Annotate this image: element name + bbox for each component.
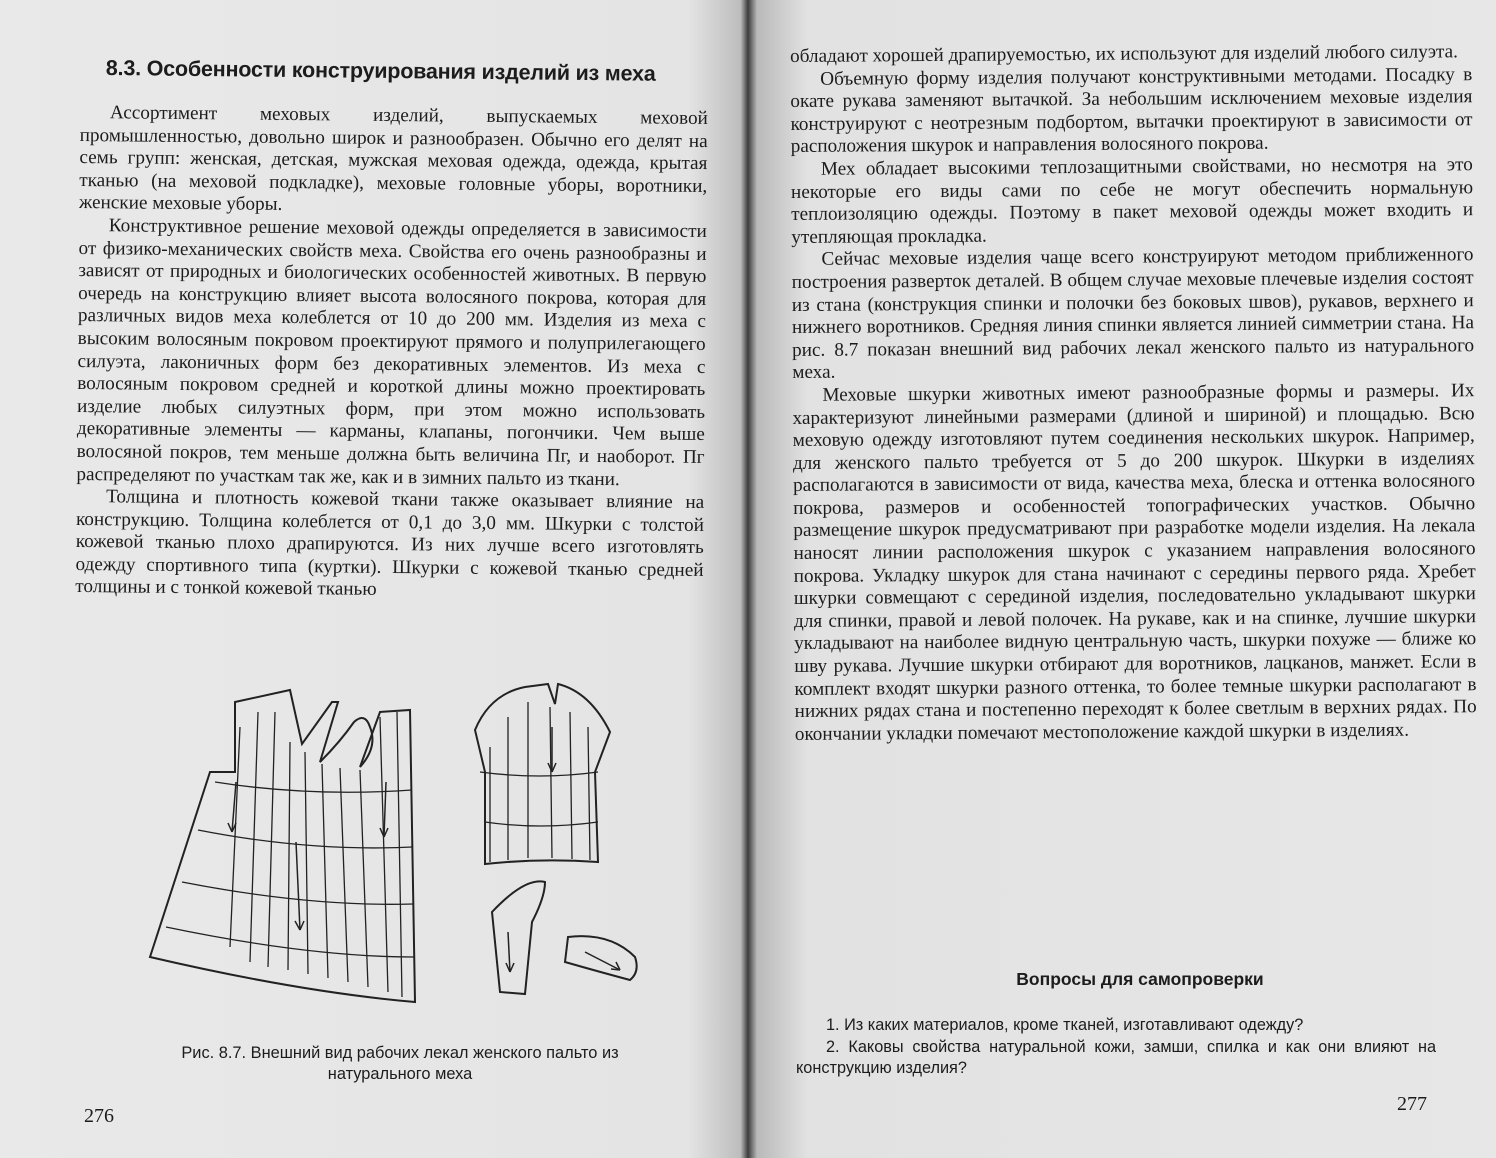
collar-pattern [492, 881, 637, 994]
paragraph: Объемную форму изделия получают конструктивными методами. Посадку в окате рукава заменяют вытачкой. За небольшим исключением меховые изделия конструируют с неотрезным подбортом, вытачки проектируют в зависимости от расположения шкурок и направления волосяного покрова. [790, 63, 1473, 158]
questions-list [796, 1015, 1436, 1080]
right-text-column [790, 41, 1477, 746]
paragraph: обладают хорошей драпируемостью, их используют для изделий любого силуэта. [790, 41, 1459, 67]
paragraph: Меховые шкурки животных имеют разнообразные формы и размеры. Их характеризуют линейными размерами (длиной и шириной) и площадью. Всю меховую одежду изготовляют путем соединения нескольких шкурок. Например, для женского пальто требуется от 5 до 200 шкурок. Шкурки в изделиях располагаются в зависимости от вида, качества меха, блеска и оттенка волосяного покрова, размеров и особенностей топографических участков. Обычно размещение шкурок предусматривают при разработке модели изделия. На лекала наносят линии расположения шкурок с указанием направления волосяного покрова. Укладку шкурок для стана начинают с середины первого ряда. Хребет шкурки совмещают с серединой изделия, последовательно укладывают шкурки для спинки, правой и левой полочек. На рукаве, как и на спинке, лучшие шкурки укладывают на наиболее видную центральную часть, шкурки похуже — ближе ко шву рукава. Лучшие шкурки отбирают для воротников, лацканов, манжет. Если в комплект входят шкурки разного оттенка, то более темные шкурки располагают в нижних рядах стана и постепенно переходят к более светлым в верхних рядах. По окончании укладки помечают местоположение каждой шкурки в изделиях. [792, 380, 1477, 745]
paragraph: Сейчас меховые изделия чаще всего конструируют методом приближенного построения разверток деталей. В общем случае меховые плечевые изделия состоят из стана (конструкция спинки и полочки без боковых швов), рукавов, верхнего и нижнего воротников. Средняя линия спинки является линией симметрии стана. На рис. 8.7 показан внешний вид рабочих лекал женского пальто из натурального меха. [791, 244, 1475, 384]
page-number: 276 [84, 1105, 114, 1127]
question-item: 2. Каковы свойства натуральной кожи, замши, спилка и как они влияют на конструкцию изделия? [796, 1037, 1436, 1077]
page-number: 277 [1397, 1093, 1427, 1115]
figure-caption: Рис. 8.7. Внешний вид рабочих лекал женского пальто из натурального меха [181, 1044, 619, 1083]
left-page [0, 0, 745, 1158]
questions-heading: Вопросы для самопроверки [1016, 969, 1264, 989]
question-item: 1. Из каких материалов, кроме тканей, изготавливают одежду? [826, 1016, 1304, 1034]
left-text-column [75, 102, 708, 605]
body-pattern [150, 690, 415, 1002]
sleeve-pattern [475, 684, 610, 864]
right-page [752, 0, 1496, 1158]
fur-coat-pattern-drawing [140, 672, 660, 1017]
pattern-figure [140, 672, 660, 1017]
paragraph: Конструктивное решение меховой одежды определяется в зависимости от физико-механических свойств меха. Свойства его очень разнообразны и зависят от природных и биологических особенностей животных. В первую очередь на конструкцию влияет высота волосяного покрова, которая для различных видов меха колеблется от 10 до 200 мм. Изделия из меха с высоким волосяным покровом проектируют прямого и полуприлегающего силуэта, лаконичных форм без декоративных элементов. Из меха с волосяным покровом средней и короткой длины можно проектировать изделие любых силуэтных форм, при этом можно использовать декоративные элементы — карманы, клапаны, погончики. Чем выше волосяной покров, тем меньше должна быть величина Пг, и наоборот. Пг распределяют по участкам так же, как и в зимних пальто из ткани. [76, 215, 707, 490]
paragraph: Ассортимент меховых изделий, выпускаемых меховой промышленностью, довольно широк и разнообразен. Обычно его делят на семь групп: женская, детская, мужская меховая одежда, одежда, крытая тканью (на меховой подкладке), меховые головные уборы, воротники, женские меховые уборы. [78, 102, 708, 216]
section-heading: 8.3. Особенности конструирования изделий из меха [105, 56, 656, 86]
paragraph: Мех обладает высокими теплозащитными свойствами, но несмотря на это некоторые его виды сами по себе не могут обеспечить нормальную теплоизоляцию одежды. Поэтому в пакет меховой одежды может входить и утепляющая прокладка. [790, 154, 1474, 248]
paragraph: Толщина и плотность кожевой ткани также оказывает влияние на конструкцию. Толщина колеблется от 0,1 до 3,0 мм. Шкурки с толстой кожевой тканью плохо драпируются. Из них лучше всего изготовлять одежду спортивного типа (куртки). Шкурки с кожевой тканью средней толщины и с тонкой кожевой тканью [75, 486, 705, 601]
